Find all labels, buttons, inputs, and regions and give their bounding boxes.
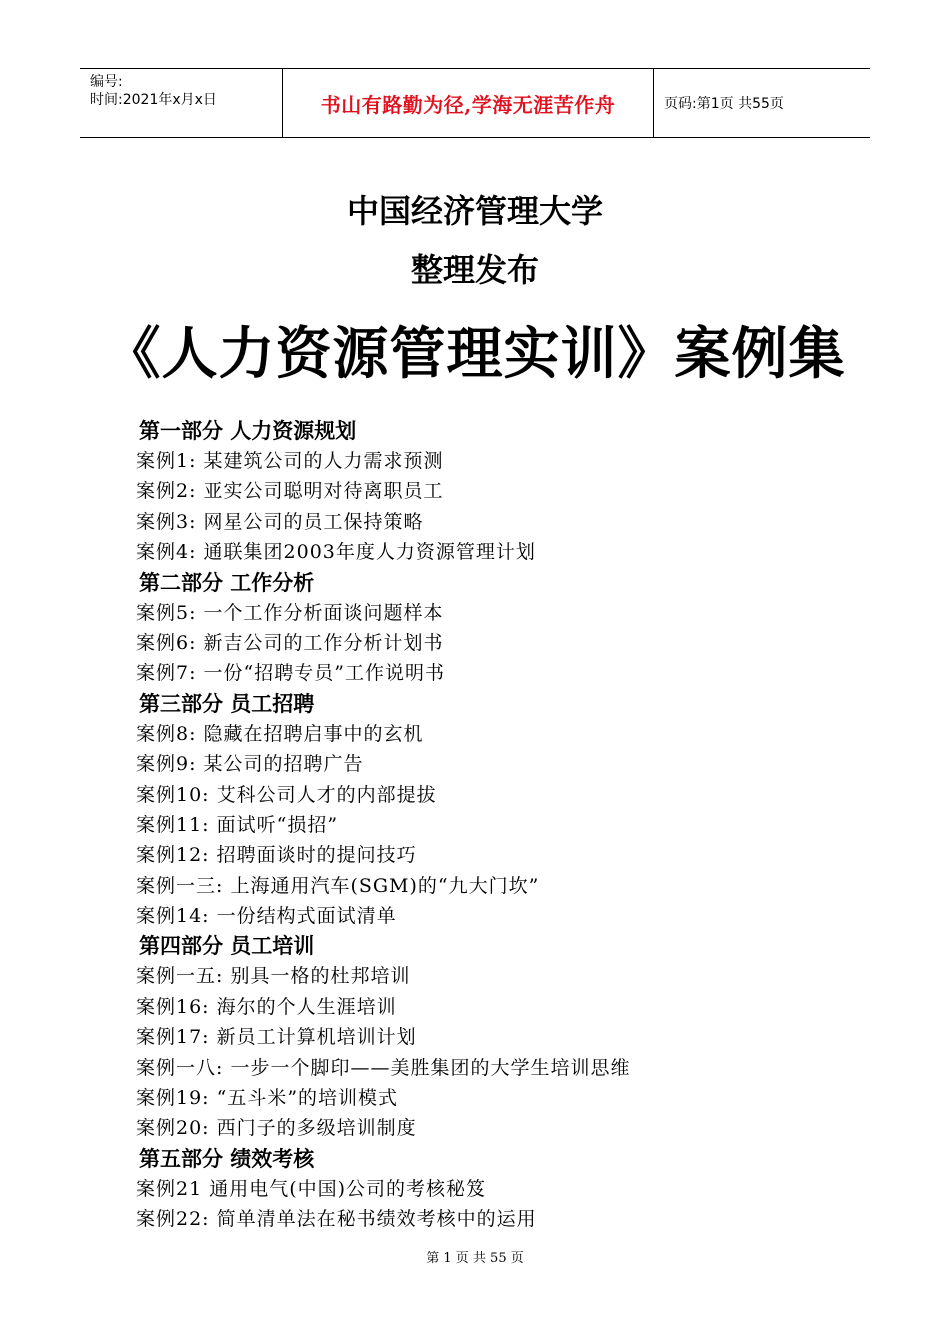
toc-case-item: 案例12: 招聘面谈时的提问技巧 (136, 844, 417, 867)
toc-case-item: 案例9: 某公司的招聘广告 (136, 753, 364, 776)
toc-case-item: 案例22: 简单清单法在秘书绩效考核中的运用 (136, 1208, 537, 1231)
toc-case-item: 案例20: 西门子的多级培训制度 (136, 1117, 417, 1140)
table-of-contents (136, 416, 876, 1235)
toc-case-item: 案例10: 艾科公司人才的内部提拔 (136, 783, 437, 806)
toc-case-item: 案例21 通用电气(中国)公司的考核秘笈 (136, 1177, 487, 1200)
number-label: 编号: (90, 74, 123, 90)
page-header (80, 68, 870, 138)
toc-section-heading: 第二部分 工作分析 (139, 570, 315, 595)
toc-section-heading: 第三部分 员工招聘 (139, 691, 315, 716)
toc-case-item: 案例19: “五斗米”的培训模式 (136, 1087, 399, 1110)
toc-case-item: 案例5: 一个工作分析面谈问题样本 (136, 601, 444, 624)
toc-case-item: 案例11: 面试听“损招” (136, 813, 339, 836)
toc-case-item: 案例2: 亚实公司聪明对待离职员工 (136, 480, 444, 503)
toc-case-item: 案例8: 隐藏在招聘启事中的玄机 (136, 722, 424, 745)
toc-case-item: 案例一八: 一步一个脚印——美胜集团的大学生培训思维 (136, 1056, 631, 1079)
toc-case-item: 案例3: 网星公司的员工保持策略 (136, 510, 424, 533)
toc-case-item: 案例一三: 上海通用汽车(SGM)的“九大门坎” (136, 874, 540, 897)
toc-case-item: 案例16: 海尔的个人生涯培训 (136, 995, 397, 1018)
toc-case-item: 案例14: 一份结构式面试清单 (136, 905, 397, 928)
toc-case-item: 案例6: 新吉公司的工作分析计划书 (136, 631, 444, 654)
page-footer: 第 1 页 共 55 页 (426, 1251, 524, 1266)
toc-section-heading: 第五部分 绩效考核 (139, 1146, 315, 1171)
header-motto: 书山有路勤为径,学海无涯苦作舟 (282, 69, 654, 137)
toc-case-item: 案例7: 一份“招聘专员”工作说明书 (136, 662, 445, 685)
publish-title: 整理发布 (410, 251, 539, 289)
toc-section-heading: 第一部分 人力资源规划 (139, 419, 357, 443)
time-label: 时间:2021年x月x日 (90, 92, 217, 108)
toc-case-item: 案例1: 某建筑公司的人力需求预测 (136, 450, 444, 472)
main-title: 《人力资源管理实训》案例集 (104, 322, 846, 387)
toc-case-item: 案例4: 通联集团2003年度人力资源管理计划 (136, 541, 536, 564)
toc-case-item: 案例17: 新员工计算机培训计划 (136, 1026, 417, 1049)
header-meta (80, 69, 282, 137)
toc-case-item: 案例一五: 别具一格的杜邦培训 (136, 965, 411, 988)
university-title: 中国经济管理大学 (346, 192, 603, 230)
header-page-info: 页码:第1页 共55页 (664, 96, 784, 112)
toc-section-heading: 第四部分 员工培训 (139, 934, 315, 959)
